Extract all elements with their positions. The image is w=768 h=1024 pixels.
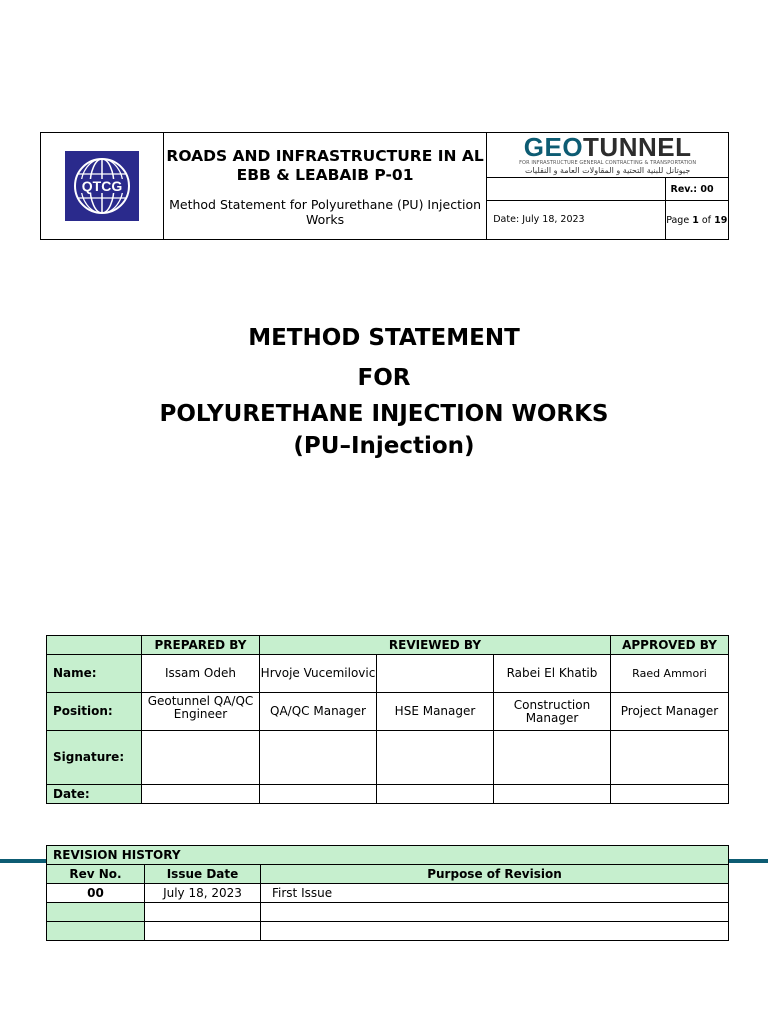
revision-row (47, 884, 729, 903)
position-cell: QA/QC Manager (260, 693, 377, 731)
name-cell (377, 655, 494, 693)
date-row-cell (377, 785, 494, 804)
revision-label: Rev.: (670, 183, 698, 195)
rev-no-cell (47, 903, 145, 922)
main-title-line2: FOR (357, 365, 411, 391)
project-title: ROADS AND INFRASTRUCTURE IN AL EBB & LEABAIB P-01 (166, 147, 484, 184)
position-cell: Construction Manager (494, 693, 611, 731)
document-header (40, 132, 729, 240)
signature-cell (260, 731, 377, 785)
rev-no-cell: 00 (47, 884, 145, 903)
geotunnel-tagline: FOR INFRASTRUCTURE GENERAL CONTRACTING & TRANSPORTATION (519, 160, 697, 166)
rev-no-cell (47, 922, 145, 941)
geotunnel-logo-cell (487, 133, 729, 178)
qtcg-logo (65, 151, 139, 221)
date-row (47, 785, 729, 804)
revision-row (47, 922, 729, 941)
reviewed-by-header: REVIEWED BY (260, 636, 611, 655)
signature-row (47, 731, 729, 785)
position-cell: Project Manager (611, 693, 729, 731)
signature-cell (377, 731, 494, 785)
date-row-cell (494, 785, 611, 804)
date-cell (487, 201, 665, 240)
position-row (47, 693, 729, 731)
purpose-cell (261, 903, 729, 922)
position-cell: HSE Manager (377, 693, 494, 731)
name-row (47, 655, 729, 693)
title-cell (163, 133, 486, 240)
issue-date-header: Issue Date (145, 865, 261, 884)
purpose-cell (261, 922, 729, 941)
purpose-header: Purpose of Revision (261, 865, 729, 884)
name-cell: Issam Odeh (142, 655, 260, 693)
approved-by-header: APPROVED BY (611, 636, 729, 655)
globe-icon (71, 155, 133, 217)
date-value: July 18, 2023 (522, 214, 585, 225)
signature-cell (611, 731, 729, 785)
date-row-cell (611, 785, 729, 804)
position-label: Position: (47, 693, 142, 731)
position-cell (142, 693, 260, 731)
main-title (0, 318, 768, 462)
page-word: Page (666, 214, 690, 226)
revision-history-table (46, 845, 729, 941)
name-cell: Rabei El Khatib (494, 655, 611, 693)
geotunnel-arabic-name: جيوتانل للبنية التحتية و المقاولات العامة و النقليات (524, 166, 691, 175)
signature-cell (494, 731, 611, 785)
revision-header-row (47, 865, 729, 884)
signature-cell (142, 731, 260, 785)
geotunnel-logo-part1: GEO (523, 132, 584, 162)
qtcg-logo-text: QTCG (81, 178, 123, 194)
issue-date-cell (145, 922, 261, 941)
page-of: of (701, 214, 712, 226)
qtcg-logo-cell (41, 133, 164, 240)
signature-label: Signature: (47, 731, 142, 785)
date-row-cell (260, 785, 377, 804)
revision-row (47, 903, 729, 922)
revision-history-title: REVISION HISTORY (47, 846, 729, 865)
geotunnel-logo (487, 134, 728, 160)
method-statement-title: Method Statement for Polyurethane (PU) Injection Works (169, 197, 482, 227)
revision-value: 00 (700, 183, 714, 195)
date-row-cell (142, 785, 260, 804)
page-number-cell (665, 201, 728, 240)
revision-cell (665, 178, 728, 201)
geotunnel-logo-part2: TUNNEL (583, 132, 692, 162)
blank-cell (487, 178, 665, 201)
date-row-label: Date: (47, 785, 142, 804)
prepared-by-header: PREPARED BY (142, 636, 260, 655)
name-cell: Raed Ammori (611, 655, 729, 693)
approval-corner-cell (47, 636, 142, 655)
rev-no-header: Rev No. (47, 865, 145, 884)
main-title-line4: (PU–Injection) (293, 433, 475, 459)
approval-table (46, 635, 729, 804)
name-label: Name: (47, 655, 142, 693)
main-title-line3: POLYURETHANE INJECTION WORKS (159, 401, 609, 427)
issue-date-cell (145, 903, 261, 922)
date-label: Date: (493, 214, 520, 225)
page-current: 1 (692, 214, 699, 226)
approval-header-row (47, 636, 729, 655)
main-title-line1: METHOD STATEMENT (248, 325, 520, 351)
name-cell: Hrvoje Vucemilovic (260, 655, 377, 693)
revision-title-row (47, 846, 729, 865)
issue-date-cell: July 18, 2023 (145, 884, 261, 903)
purpose-cell: First Issue (261, 884, 729, 903)
page-total: 19 (714, 214, 728, 226)
position-text: Geotunnel QA/QC Engineer (147, 695, 254, 721)
